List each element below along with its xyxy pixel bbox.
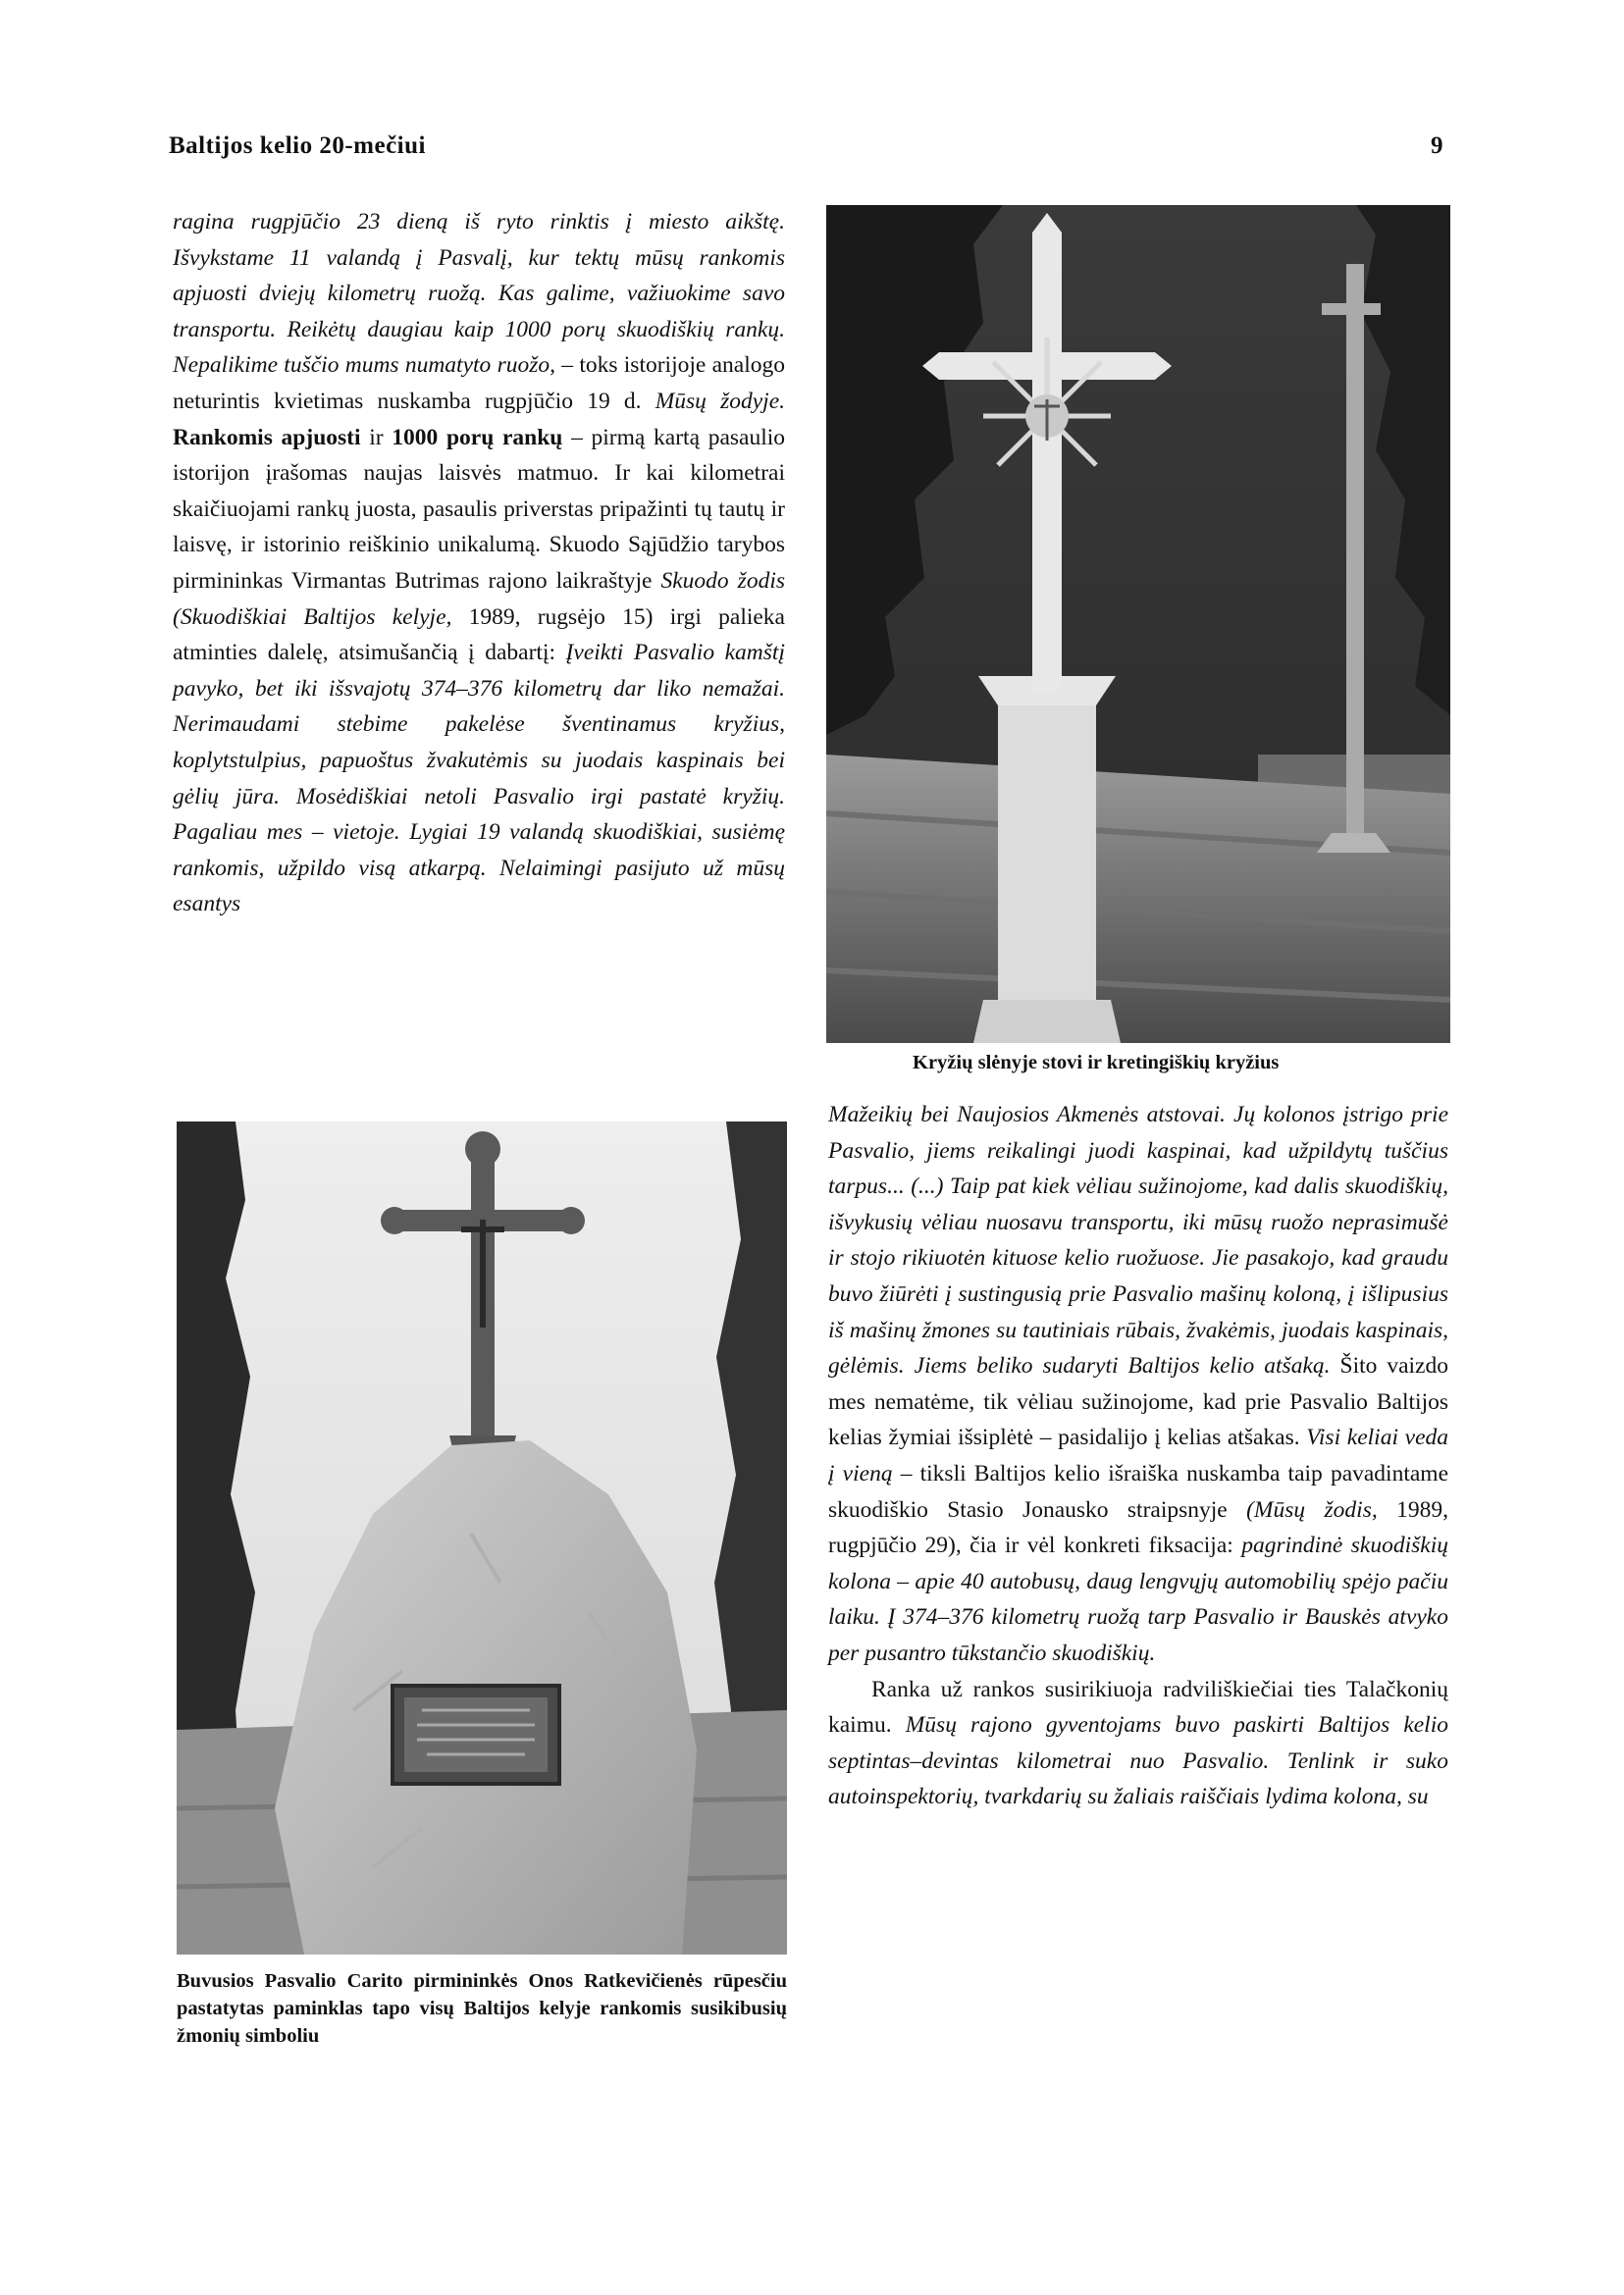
article-title: Visi keliai veda į vieną [828, 1425, 1448, 1487]
quote-butrimas: Įveikti Pasvalio kamštį pavyko, bet iki išsvajotų 374–376 kilometrų dar liko nemažai. Nerimaudami stebime pakelėse šventinamus kryžius, koplytstulpius, papuoštus žvakutėmis su juodais kaspinais bei gėlių jūra. Mosėdiškiai netoli Pasvalio irgi pastatė kryžių. Pagaliau mes – vietoje. Lygiai 19 valandą skuodiškiai, susiėmę rankomis, užpildo visą atkarpą. Nelaimingi pasijuto už mūsų esantys [173, 640, 785, 917]
left-text-column [173, 204, 785, 922]
monument-photo-image [177, 1121, 787, 1955]
quote-radviliskis: Mūsų rajono gyventojams buvo paskirti Baltijos kelio septintas–devintas kilometrai nuo Pasvalio. Tenlink ir suko autoinspektorių, tvarkdarių su žaliais raiščiais lydima kolona, su [828, 1712, 1448, 1810]
newspaper-citation: Skuodo žodis (Skuodiškiai Baltijos kelyje, [173, 567, 785, 630]
caption-photo-crosses: Kryžių slėnyje stovi ir kretingiškių kryžius [913, 1052, 1280, 1073]
running-header-title: Baltijos kelio 20-mečiui [169, 132, 426, 159]
quote-call-to-gather: ragina rugpjūčio 23 dieną iš ryto rinktis į miesto aikštę. Išvykstame 11 valandą į Pasvalį, kur tektų mūsų rankomis apjuosti dviejų kilometrų ruožą. Kas galime, važiuokime savo transportu. Reikėtų daugiau kaip 1000 porų skuodiškių rankų. Nepalikime tuščio mums numatyto ruožo, [173, 209, 785, 379]
newspaper-name: Mūsų žodyje. [655, 388, 785, 414]
quote-jonauskas: pagrindinė skuodiškių kolona – apie 40 autobusų, daug lengvųjų automobilių spėjo pačiu laiku. Į 374–376 kilometrų ruožą tarp Pasvalio ir Bauskės atvyko per pusantro tūkstančio skuodiškių. [828, 1533, 1448, 1666]
newspaper-citation-2: (Mūsų žodis, [1246, 1496, 1378, 1523]
photo-crosses-valley [826, 205, 1450, 1043]
quote-continued: Mažeikių bei Naujosios Akmenės atstovai. Jų kolonos įstrigo prie Pasvalio, jiems reikalingi juodi kaspinai, kad užpildytų tuščius tarpus... (...) Taip pat kiek vėliau sužinojome, kad dalis skuodiškių, išvykusių vėliau nuosavu transportu, iki mūsų ruožo neprasimušė ir stojo rikiuotėn kituose kelio ruožuose. Jie pasakojo, kad graudu buvo žiūrėti į sustingusią prie Pasvalio mašinų koloną, į išlipusius iš mašinų žmones su tautiniais rūbais, žvakėmis, juodais kaspinais, gėlėmis. Jiems beliko sudaryti Baltijos kelio atšaką. [828, 1102, 1448, 1380]
right-text-column [828, 1097, 1448, 1815]
left-paragraph: ragina rugpjūčio 23 dieną iš ryto rinktis į miesto aikštę. Išvykstame 11 valandą į Pasvalį, kur tektų mūsų rankomis apjuosti dviejų kilometrų ruožą. Kas galime, važiuokime savo transportu. Reikėtų daugiau kaip 1000 porų skuodiškių rankų. Nepalikime tuščio mums numatyto ruožo, – toks istorijoje analogo neturintis kvietimas nuskamba rugpjūčio 19 d. Mūsų žodyje. Rankomis apjuosti ir 1000 porų rankų – pirmą kartą pasaulio istorijon įrašomas naujas laisvės matmuo. Ir kai kilometrai skaičiuojami rankų juosta, pasaulis priverstas pripažinti tų tautų ir laisvę, ir istorinio reiškinio unikalumą. Skuodo Sąjūdžio tarybos pirmininkas Virmantas Butrimas rajono laikraštyje Skuodo žodis (Skuodiškiai Baltijos kelyje, 1989, rugsėjo 15) irgi palieka atminties dalelę, atsimušančią į dabartį: Įveikti Pasvalio kamštį pavyko, bet iki išsvajotų 374–376 kilometrų dar liko nemažai. Nerimaudami stebime pakelėse šventinamus kryžius, koplytstulpius, papuoštus žvakutėmis su juodais kaspinais bei gėlių jūra. Mosėdiškiai netoli Pasvalio irgi pastatė kryžių. Pagaliau mes – vietoje. Lygiai 19 valandą skuodiškiai, susiėmę rankomis, užpildo visą atkarpą. Nelaimingi pasijuto už mūsų esantys [173, 209, 786, 917]
caption-photo-monument: Buvusios Pasvalio Carito pirmininkės Onos Ratkevičienės rūpesčiu pastatytas paminklas tapo visų Baltijos kelyje rankomis susikibusių žmonių simboliu [177, 1970, 787, 2047]
right-paragraph-1: Mažeikių bei Naujosios Akmenės atstovai. Jų kolonos įstrigo prie Pasvalio, jiems reikalingi juodi kaspinai, kad užpildytų tuščius tarpus... (...) Taip pat kiek vėliau sužinojome, kad dalis skuodiškių, išvykusių vėliau nuosavu transportu, iki mūsų ruožo neprasimušė ir stojo rikiuotėn kituose kelio ruožuose. Jie pasakojo, kad graudu buvo žiūrėti į sustingusią prie Pasvalio mašinų koloną, į išlipusius iš mašinų žmones su tautiniais rūbais, žvakėmis, juodais kaspinais, gėlėmis. Jiems beliko sudaryti Baltijos kelio atšaką. Šito vaizdo mes nematėme, tik vėliau sužinojome, kad prie Pasvalio Baltijos kelias žymiai išsiplėtė – pasidalijo į kelias atšakas. Visi keliai veda į vieną – tiksli Baltijos kelio išraiška nuskamba taip pavadintame skuodiškio Stasio Jonausko straipsnyje (Mūsų žodis, 1989, rugpjūčio 29), čia ir vėl konkreti fiksacija: pagrindinė skuodiškių kolona – apie 40 autobusų, daug lengvųjų automobilių spėjo pačiu laiku. Į 374–376 kilometrų ruožą tarp Pasvalio ir Bauskės atvyko per pusantro tūkstančio skuodiškių. [828, 1102, 1449, 1666]
page-number: 9 [1431, 132, 1443, 159]
right-paragraph-2: Ranka už rankos susirikiuoja radviliškiečiai ties Talačkonių kaimu. Mūsų rajono gyventojams buvo paskirti Baltijos kelio septintas–devintas kilometrai nuo Pasvalio. Tenlink ir suko autoinspektorių, tvarkdarių su žaliais raiščiais lydima kolona, su [828, 1676, 1448, 1810]
cross-photo-image [826, 205, 1450, 1043]
photo-stone-monument [177, 1121, 787, 1955]
